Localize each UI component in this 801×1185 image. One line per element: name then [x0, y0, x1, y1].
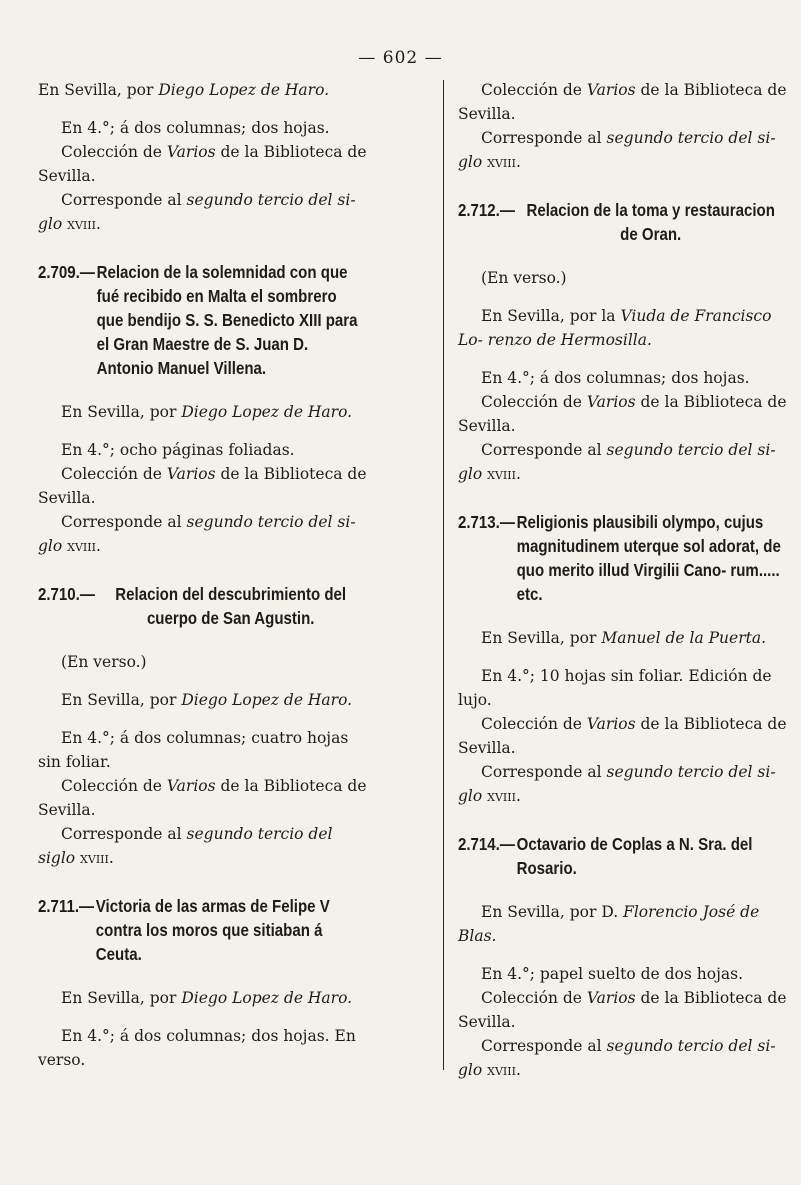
entry-number: 2.709.— — [38, 262, 95, 282]
entry-imprint: En Sevilla, por la Viuda de Francisco Lo- renzo de Hermosilla. — [458, 307, 772, 349]
entry-collection: Colección de Varios de la Biblioteca de Sevilla. — [458, 393, 787, 435]
entry-imprint: En Sevilla, por Diego Lopez de Haro. — [61, 403, 353, 421]
left-column — [38, 78, 368, 1072]
entry-period: Corresponde al segundo tercio del si- glo xviii. — [458, 441, 776, 483]
entry-note: (En verso.) — [481, 269, 567, 287]
entry-number: 2.713.— — [458, 512, 515, 532]
entry-imprint: En Sevilla, por Manuel de la Puerta. — [481, 629, 767, 647]
entry-imprint: En Sevilla, por D. Florencio José de Blas. — [458, 903, 760, 945]
entry-collection: Colección de Varios de la Biblioteca de Sevilla. — [458, 989, 787, 1031]
entry-title: Religionis plausibili olympo, cujus magnitudinem uterque sol adorat, de quo merito illud Virgilii Cano- rum..... etc. — [516, 512, 781, 604]
entry-number: 2.714.— — [458, 834, 515, 854]
entry-period: Corresponde al segundo tercio del si- glo xviii. — [38, 191, 356, 233]
entry-heading-2709 — [38, 260, 365, 380]
entry-imprint: En Sevilla, por Diego Lopez de Haro. — [61, 691, 353, 709]
entry-heading-2710 — [38, 582, 365, 630]
entry-title: Relacion de la toma y restauracion de Oran. — [526, 200, 775, 244]
entry-heading-2713 — [458, 510, 785, 606]
entry-imprint: En Sevilla, por Diego Lopez de Haro. — [61, 989, 353, 1007]
entry-format: En 4.°; á dos columnas; dos hojas. En verso. — [38, 1027, 356, 1069]
entry-format: En 4.°; á dos columnas; dos hojas. — [481, 369, 750, 387]
entry-number: 2.710.— — [38, 584, 95, 604]
entry-period: Corresponde al segundo tercio del si- glo xviii. — [458, 763, 776, 805]
page-number: — 602 — — [358, 48, 443, 68]
entry-title: Relacion de la solemnidad con que fué recibido en Malta el sombrero que bendijo S. S. Benedicto XIII para el Gran Maestre de S. Juan D. Antonio Manuel Villena. — [96, 262, 358, 378]
entry-heading-2712 — [458, 198, 785, 246]
entry-format: En 4.°; papel suelto de dos hojas. — [481, 965, 744, 983]
entry-period: Corresponde al segundo tercio del si- glo xviii. — [458, 1037, 776, 1079]
entry-period: Corresponde al segundo tercio del si- glo xviii. — [458, 129, 776, 171]
entry-period: Corresponde al segundo tercio del si- glo xviii. — [38, 513, 356, 555]
entry-format: En 4.°; ocho páginas foliadas. — [61, 441, 295, 459]
entry-title: Victoria de las armas de Felipe V contra los moros que sitiaban á Ceuta. — [95, 896, 330, 964]
entry-collection: Colección de Varios de la Biblioteca de Sevilla. — [38, 143, 367, 185]
entry-imprint: En Sevilla, por Diego Lopez de Haro. — [38, 81, 330, 99]
entry-collection: Colección de Varios de la Biblioteca de Sevilla. — [38, 777, 367, 819]
entry-title: Octavario de Coplas a N. Sra. del Rosario. — [516, 834, 753, 878]
entry-collection: Colección de Varios de la Biblioteca de Sevilla. — [458, 81, 787, 123]
entry-format: En 4.°; á dos columnas; cuatro hojas sin foliar. — [38, 729, 349, 771]
column-divider — [443, 80, 444, 1070]
entry-heading-2711 — [38, 894, 365, 966]
right-column — [458, 78, 788, 1082]
entry-title: Relacion del descubrimiento del cuerpo de San Agustin. — [115, 584, 347, 628]
entry-number: 2.711.— — [38, 896, 95, 916]
entry-collection: Colección de Varios de la Biblioteca de Sevilla. — [458, 715, 787, 757]
entry-format: En 4.°; 10 hojas sin foliar. Edición de lujo. — [458, 667, 772, 709]
entry-note: (En verso.) — [61, 653, 147, 671]
entry-format: En 4.°; á dos columnas; dos hojas. — [61, 119, 330, 137]
entry-period: Corresponde al segundo tercio del siglo xviii. — [38, 825, 333, 867]
entry-number: 2.712.— — [458, 200, 515, 220]
entry-heading-2714 — [458, 832, 785, 880]
entry-collection: Colección de Varios de la Biblioteca de Sevilla. — [38, 465, 367, 507]
